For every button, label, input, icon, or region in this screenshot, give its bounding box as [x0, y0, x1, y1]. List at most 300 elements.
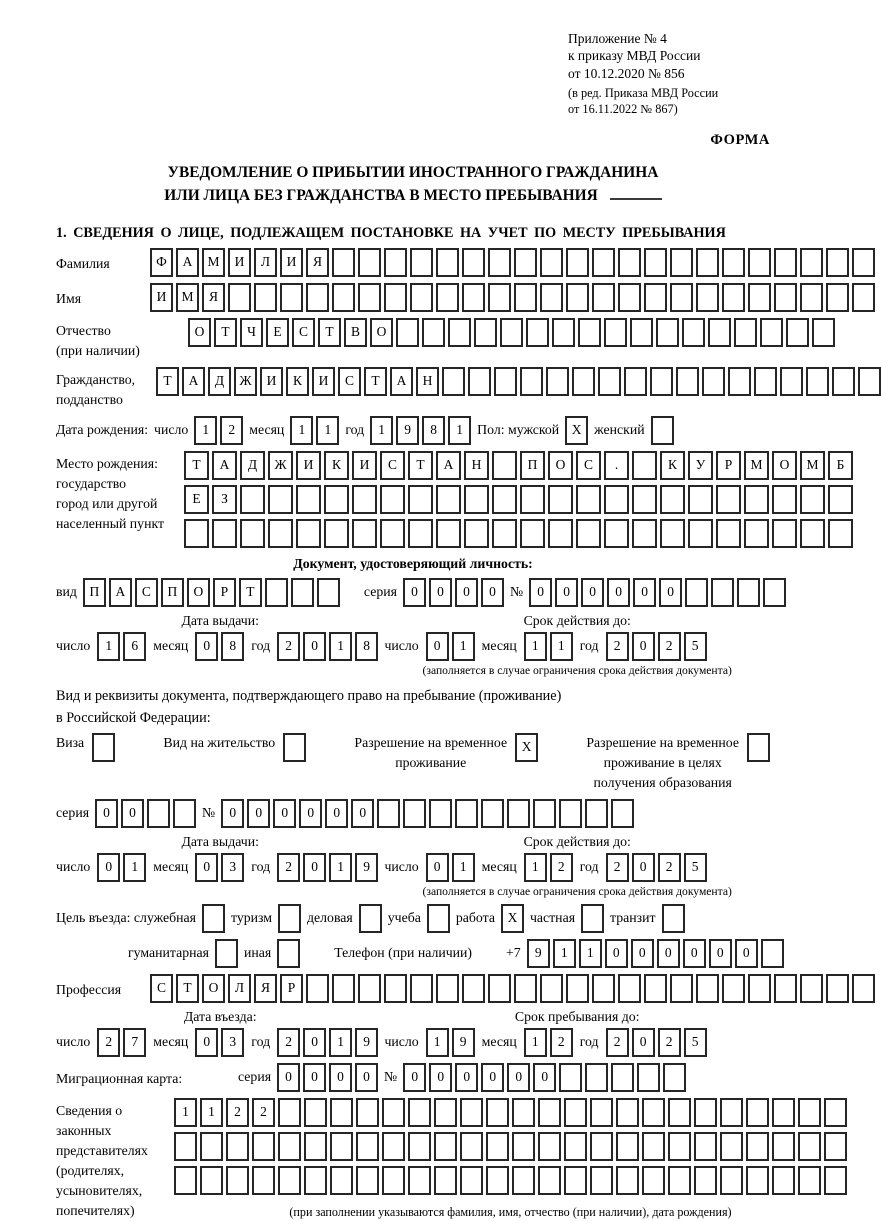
char-cell[interactable]: М	[202, 248, 225, 277]
char-cell[interactable]	[716, 519, 741, 548]
char-cell[interactable]: А	[109, 578, 132, 607]
char-cell[interactable]: С	[338, 367, 361, 396]
char-cell[interactable]	[460, 1166, 483, 1195]
char-cell[interactable]: 8	[221, 632, 244, 661]
char-cell[interactable]	[585, 1063, 608, 1092]
char-cell[interactable]	[147, 799, 170, 828]
char-cell[interactable]: 1	[194, 416, 217, 445]
char-cell[interactable]	[592, 248, 615, 277]
char-cell[interactable]: 0	[709, 939, 732, 968]
char-cell[interactable]: С	[135, 578, 158, 607]
char-cell[interactable]: Д	[208, 367, 231, 396]
char-cell[interactable]	[668, 1132, 691, 1161]
char-cell[interactable]: 0	[481, 1063, 504, 1092]
char-cell[interactable]	[460, 1132, 483, 1161]
char-cell[interactable]	[252, 1166, 275, 1195]
char-cell[interactable]	[824, 1166, 847, 1195]
char-cell[interactable]: 0	[299, 799, 322, 828]
char-cell[interactable]	[618, 283, 641, 312]
char-cell[interactable]: 2	[606, 632, 629, 661]
char-cell[interactable]: 1	[524, 632, 547, 661]
char-cell[interactable]: И	[150, 283, 173, 312]
char-cell[interactable]	[408, 485, 433, 514]
char-cell[interactable]	[486, 1166, 509, 1195]
char-cell[interactable]: Р	[716, 451, 741, 480]
char-cell[interactable]	[761, 939, 784, 968]
char-cell[interactable]: 5	[684, 632, 707, 661]
char-cell[interactable]	[722, 974, 745, 1003]
char-cell[interactable]: 5	[684, 1028, 707, 1057]
char-cell[interactable]	[278, 904, 301, 933]
char-cell[interactable]: 1	[426, 1028, 449, 1057]
char-cell[interactable]	[598, 367, 621, 396]
char-cell[interactable]	[746, 1166, 769, 1195]
char-cell[interactable]	[663, 1063, 686, 1092]
char-cell[interactable]	[382, 1166, 405, 1195]
char-cell[interactable]: О	[548, 451, 573, 480]
char-cell[interactable]	[676, 367, 699, 396]
char-cell[interactable]: Ж	[268, 451, 293, 480]
char-cell[interactable]	[711, 578, 734, 607]
char-cell[interactable]: С	[292, 318, 315, 347]
char-cell[interactable]	[254, 283, 277, 312]
char-cell[interactable]	[668, 1166, 691, 1195]
char-cell[interactable]: 0	[632, 632, 655, 661]
char-cell[interactable]	[578, 318, 601, 347]
char-cell[interactable]	[212, 519, 237, 548]
char-cell[interactable]	[624, 367, 647, 396]
char-cell[interactable]: 0	[351, 799, 374, 828]
char-cell[interactable]	[330, 1166, 353, 1195]
char-cell[interactable]	[772, 519, 797, 548]
char-cell[interactable]	[748, 974, 771, 1003]
char-cell[interactable]: 0	[455, 578, 478, 607]
char-cell[interactable]	[611, 799, 634, 828]
char-cell[interactable]	[408, 1132, 431, 1161]
char-cell[interactable]	[252, 1132, 275, 1161]
char-cell[interactable]: 0	[633, 578, 656, 607]
char-cell[interactable]	[604, 519, 629, 548]
char-cell[interactable]	[174, 1166, 197, 1195]
char-cell[interactable]	[291, 578, 314, 607]
char-cell[interactable]	[581, 904, 604, 933]
char-cell[interactable]: С	[380, 451, 405, 480]
char-cell[interactable]: О	[188, 318, 211, 347]
char-cell[interactable]	[644, 248, 667, 277]
char-cell[interactable]	[352, 519, 377, 548]
char-cell[interactable]	[384, 974, 407, 1003]
char-cell[interactable]	[754, 367, 777, 396]
char-cell[interactable]	[332, 283, 355, 312]
char-cell[interactable]: И	[260, 367, 283, 396]
char-cell[interactable]: И	[296, 451, 321, 480]
char-cell[interactable]: 1	[290, 416, 313, 445]
char-cell[interactable]: Я	[254, 974, 277, 1003]
char-cell[interactable]: Р	[280, 974, 303, 1003]
char-cell[interactable]	[278, 1166, 301, 1195]
char-cell[interactable]: Т	[239, 578, 262, 607]
char-cell[interactable]	[772, 485, 797, 514]
char-cell[interactable]: 0	[605, 939, 628, 968]
char-cell[interactable]: М	[800, 451, 825, 480]
char-cell[interactable]	[422, 318, 445, 347]
char-cell[interactable]: Т	[408, 451, 433, 480]
char-cell[interactable]: 5	[684, 853, 707, 882]
char-cell[interactable]	[468, 367, 491, 396]
char-cell[interactable]: 0	[303, 853, 326, 882]
char-cell[interactable]: 0	[683, 939, 706, 968]
char-cell[interactable]: 0	[581, 578, 604, 607]
char-cell[interactable]	[520, 519, 545, 548]
char-cell[interactable]: 0	[426, 632, 449, 661]
char-cell[interactable]	[800, 519, 825, 548]
char-cell[interactable]	[852, 283, 875, 312]
char-cell[interactable]	[552, 318, 575, 347]
char-cell[interactable]	[359, 904, 382, 933]
char-cell[interactable]	[462, 248, 485, 277]
char-cell[interactable]: Т	[184, 451, 209, 480]
char-cell[interactable]	[566, 974, 589, 1003]
char-cell[interactable]	[434, 1132, 457, 1161]
char-cell[interactable]	[492, 519, 517, 548]
char-cell[interactable]: А	[176, 248, 199, 277]
char-cell[interactable]	[642, 1098, 665, 1127]
char-cell[interactable]	[604, 485, 629, 514]
char-cell[interactable]: Р	[213, 578, 236, 607]
char-cell[interactable]	[533, 799, 556, 828]
char-cell[interactable]	[564, 1098, 587, 1127]
char-cell[interactable]: М	[176, 283, 199, 312]
char-cell[interactable]: 9	[355, 853, 378, 882]
char-cell[interactable]: Т	[156, 367, 179, 396]
char-cell[interactable]	[590, 1132, 613, 1161]
char-cell[interactable]	[824, 1132, 847, 1161]
char-cell[interactable]: Т	[176, 974, 199, 1003]
char-cell[interactable]	[436, 248, 459, 277]
char-cell[interactable]	[538, 1132, 561, 1161]
char-cell[interactable]	[410, 974, 433, 1003]
char-cell[interactable]: 0	[355, 1063, 378, 1092]
char-cell[interactable]	[200, 1132, 223, 1161]
char-cell[interactable]: 0	[195, 1028, 218, 1057]
char-cell[interactable]	[694, 1098, 717, 1127]
char-cell[interactable]	[538, 1166, 561, 1195]
char-cell[interactable]	[462, 974, 485, 1003]
char-cell[interactable]: X	[501, 904, 524, 933]
char-cell[interactable]	[734, 318, 757, 347]
char-cell[interactable]	[696, 283, 719, 312]
char-cell[interactable]: 1	[370, 416, 393, 445]
char-cell[interactable]: 0	[632, 1028, 655, 1057]
char-cell[interactable]	[616, 1132, 639, 1161]
char-cell[interactable]	[512, 1098, 535, 1127]
char-cell[interactable]	[538, 1098, 561, 1127]
char-cell[interactable]	[226, 1132, 249, 1161]
char-cell[interactable]: 2	[252, 1098, 275, 1127]
char-cell[interactable]	[564, 1166, 587, 1195]
char-cell[interactable]	[763, 578, 786, 607]
char-cell[interactable]	[748, 248, 771, 277]
char-cell[interactable]: Н	[464, 451, 489, 480]
char-cell[interactable]: 0	[303, 632, 326, 661]
char-cell[interactable]	[585, 799, 608, 828]
char-cell[interactable]	[332, 974, 355, 1003]
char-cell[interactable]	[296, 485, 321, 514]
char-cell[interactable]	[685, 578, 708, 607]
char-cell[interactable]: 0	[97, 853, 120, 882]
char-cell[interactable]: З	[212, 485, 237, 514]
char-cell[interactable]: 0	[195, 853, 218, 882]
char-cell[interactable]: 0	[303, 1063, 326, 1092]
char-cell[interactable]	[800, 485, 825, 514]
char-cell[interactable]	[352, 485, 377, 514]
char-cell[interactable]	[356, 1132, 379, 1161]
char-cell[interactable]	[618, 248, 641, 277]
char-cell[interactable]: 1	[553, 939, 576, 968]
char-cell[interactable]	[358, 283, 381, 312]
char-cell[interactable]	[324, 519, 349, 548]
char-cell[interactable]	[540, 974, 563, 1003]
char-cell[interactable]	[660, 519, 685, 548]
char-cell[interactable]: И	[312, 367, 335, 396]
char-cell[interactable]	[824, 1098, 847, 1127]
char-cell[interactable]	[540, 283, 563, 312]
char-cell[interactable]: 1	[550, 632, 573, 661]
char-cell[interactable]	[358, 248, 381, 277]
char-cell[interactable]	[604, 318, 627, 347]
char-cell[interactable]: 0	[429, 1063, 452, 1092]
char-cell[interactable]	[746, 1132, 769, 1161]
char-cell[interactable]: 1	[579, 939, 602, 968]
char-cell[interactable]	[280, 283, 303, 312]
char-cell[interactable]	[566, 283, 589, 312]
char-cell[interactable]	[92, 733, 115, 762]
char-cell[interactable]	[174, 1132, 197, 1161]
char-cell[interactable]	[744, 485, 769, 514]
char-cell[interactable]	[474, 318, 497, 347]
char-cell[interactable]: 0	[121, 799, 144, 828]
char-cell[interactable]	[786, 318, 809, 347]
char-cell[interactable]: Ф	[150, 248, 173, 277]
char-cell[interactable]	[720, 1098, 743, 1127]
char-cell[interactable]: И	[280, 248, 303, 277]
char-cell[interactable]	[507, 799, 530, 828]
char-cell[interactable]	[215, 939, 238, 968]
char-cell[interactable]: 0	[481, 578, 504, 607]
char-cell[interactable]	[384, 248, 407, 277]
char-cell[interactable]	[464, 519, 489, 548]
char-cell[interactable]: 9	[355, 1028, 378, 1057]
char-cell[interactable]	[429, 799, 452, 828]
char-cell[interactable]	[548, 519, 573, 548]
char-cell[interactable]	[702, 367, 725, 396]
char-cell[interactable]	[240, 519, 265, 548]
char-cell[interactable]	[304, 1132, 327, 1161]
char-cell[interactable]	[240, 485, 265, 514]
char-cell[interactable]	[304, 1098, 327, 1127]
char-cell[interactable]: А	[182, 367, 205, 396]
char-cell[interactable]	[436, 485, 461, 514]
char-cell[interactable]	[688, 485, 713, 514]
char-cell[interactable]: 9	[396, 416, 419, 445]
char-cell[interactable]	[662, 904, 685, 933]
char-cell[interactable]	[720, 1166, 743, 1195]
char-cell[interactable]	[512, 1132, 535, 1161]
char-cell[interactable]	[650, 367, 673, 396]
char-cell[interactable]: 0	[529, 578, 552, 607]
char-cell[interactable]: 0	[555, 578, 578, 607]
char-cell[interactable]: О	[202, 974, 225, 1003]
char-cell[interactable]	[576, 485, 601, 514]
char-cell[interactable]	[265, 578, 288, 607]
char-cell[interactable]	[488, 248, 511, 277]
char-cell[interactable]: 1	[174, 1098, 197, 1127]
char-cell[interactable]	[644, 974, 667, 1003]
char-cell[interactable]: Е	[266, 318, 289, 347]
char-cell[interactable]	[670, 283, 693, 312]
char-cell[interactable]: 0	[95, 799, 118, 828]
char-cell[interactable]	[184, 519, 209, 548]
char-cell[interactable]: П	[83, 578, 106, 607]
char-cell[interactable]	[448, 318, 471, 347]
char-cell[interactable]: 0	[195, 632, 218, 661]
char-cell[interactable]	[616, 1098, 639, 1127]
char-cell[interactable]	[559, 799, 582, 828]
char-cell[interactable]	[806, 367, 829, 396]
char-cell[interactable]	[566, 248, 589, 277]
char-cell[interactable]	[826, 248, 849, 277]
char-cell[interactable]: Т	[364, 367, 387, 396]
char-cell[interactable]	[800, 248, 823, 277]
char-cell[interactable]: В	[344, 318, 367, 347]
char-cell[interactable]: М	[744, 451, 769, 480]
char-cell[interactable]: 0	[632, 853, 655, 882]
char-cell[interactable]: 3	[221, 853, 244, 882]
char-cell[interactable]	[682, 318, 705, 347]
char-cell[interactable]	[520, 485, 545, 514]
char-cell[interactable]: 0	[507, 1063, 530, 1092]
char-cell[interactable]	[774, 974, 797, 1003]
char-cell[interactable]	[616, 1166, 639, 1195]
char-cell[interactable]	[798, 1132, 821, 1161]
char-cell[interactable]	[380, 485, 405, 514]
char-cell[interactable]: 2	[550, 1028, 573, 1057]
char-cell[interactable]: .	[604, 451, 629, 480]
char-cell[interactable]: 1	[97, 632, 120, 661]
char-cell[interactable]	[408, 519, 433, 548]
char-cell[interactable]	[590, 1166, 613, 1195]
char-cell[interactable]	[202, 904, 225, 933]
char-cell[interactable]	[436, 974, 459, 1003]
char-cell[interactable]	[798, 1166, 821, 1195]
char-cell[interactable]	[380, 519, 405, 548]
char-cell[interactable]: 8	[422, 416, 445, 445]
char-cell[interactable]: 0	[429, 578, 452, 607]
char-cell[interactable]	[559, 1063, 582, 1092]
char-cell[interactable]	[572, 367, 595, 396]
char-cell[interactable]	[382, 1132, 405, 1161]
char-cell[interactable]	[358, 974, 381, 1003]
char-cell[interactable]	[226, 1166, 249, 1195]
char-cell[interactable]	[462, 283, 485, 312]
char-cell[interactable]	[512, 1166, 535, 1195]
char-cell[interactable]: О	[370, 318, 393, 347]
char-cell[interactable]	[852, 248, 875, 277]
char-cell[interactable]	[278, 1098, 301, 1127]
char-cell[interactable]	[592, 283, 615, 312]
char-cell[interactable]: Д	[240, 451, 265, 480]
char-cell[interactable]: 2	[220, 416, 243, 445]
char-cell[interactable]	[800, 283, 823, 312]
char-cell[interactable]: 1	[452, 632, 475, 661]
char-cell[interactable]	[828, 485, 853, 514]
char-cell[interactable]	[611, 1063, 634, 1092]
char-cell[interactable]	[330, 1098, 353, 1127]
char-cell[interactable]	[306, 974, 329, 1003]
char-cell[interactable]	[708, 318, 731, 347]
char-cell[interactable]: И	[352, 451, 377, 480]
char-cell[interactable]: А	[436, 451, 461, 480]
char-cell[interactable]: 2	[658, 632, 681, 661]
char-cell[interactable]: 1	[123, 853, 146, 882]
char-cell[interactable]	[500, 318, 523, 347]
char-cell[interactable]: 1	[329, 853, 352, 882]
char-cell[interactable]: X	[565, 416, 588, 445]
char-cell[interactable]	[618, 974, 641, 1003]
char-cell[interactable]: Л	[254, 248, 277, 277]
char-cell[interactable]	[304, 1166, 327, 1195]
char-cell[interactable]	[772, 1098, 795, 1127]
char-cell[interactable]	[278, 1132, 301, 1161]
char-cell[interactable]	[546, 367, 569, 396]
char-cell[interactable]	[637, 1063, 660, 1092]
char-cell[interactable]: 0	[735, 939, 758, 968]
char-cell[interactable]: 0	[303, 1028, 326, 1057]
char-cell[interactable]	[268, 485, 293, 514]
char-cell[interactable]	[644, 283, 667, 312]
char-cell[interactable]: Ж	[234, 367, 257, 396]
char-cell[interactable]: А	[212, 451, 237, 480]
char-cell[interactable]: 0	[273, 799, 296, 828]
char-cell[interactable]	[780, 367, 803, 396]
char-cell[interactable]: Т	[318, 318, 341, 347]
char-cell[interactable]	[694, 1132, 717, 1161]
char-cell[interactable]: 2	[606, 853, 629, 882]
char-cell[interactable]	[590, 1098, 613, 1127]
char-cell[interactable]: 0	[533, 1063, 556, 1092]
char-cell[interactable]	[696, 974, 719, 1003]
char-cell[interactable]	[442, 367, 465, 396]
char-cell[interactable]: 0	[659, 578, 682, 607]
char-cell[interactable]	[436, 283, 459, 312]
char-cell[interactable]: 1	[524, 853, 547, 882]
char-cell[interactable]: 2	[97, 1028, 120, 1057]
char-cell[interactable]	[492, 485, 517, 514]
char-cell[interactable]: 0	[607, 578, 630, 607]
char-cell[interactable]	[670, 974, 693, 1003]
char-cell[interactable]	[427, 904, 450, 933]
char-cell[interactable]	[434, 1166, 457, 1195]
char-cell[interactable]: 0	[426, 853, 449, 882]
char-cell[interactable]: 6	[123, 632, 146, 661]
char-cell[interactable]: 2	[606, 1028, 629, 1057]
char-cell[interactable]	[696, 248, 719, 277]
char-cell[interactable]	[832, 367, 855, 396]
char-cell[interactable]	[494, 367, 517, 396]
char-cell[interactable]: 8	[355, 632, 378, 661]
char-cell[interactable]	[228, 283, 251, 312]
char-cell[interactable]	[464, 485, 489, 514]
